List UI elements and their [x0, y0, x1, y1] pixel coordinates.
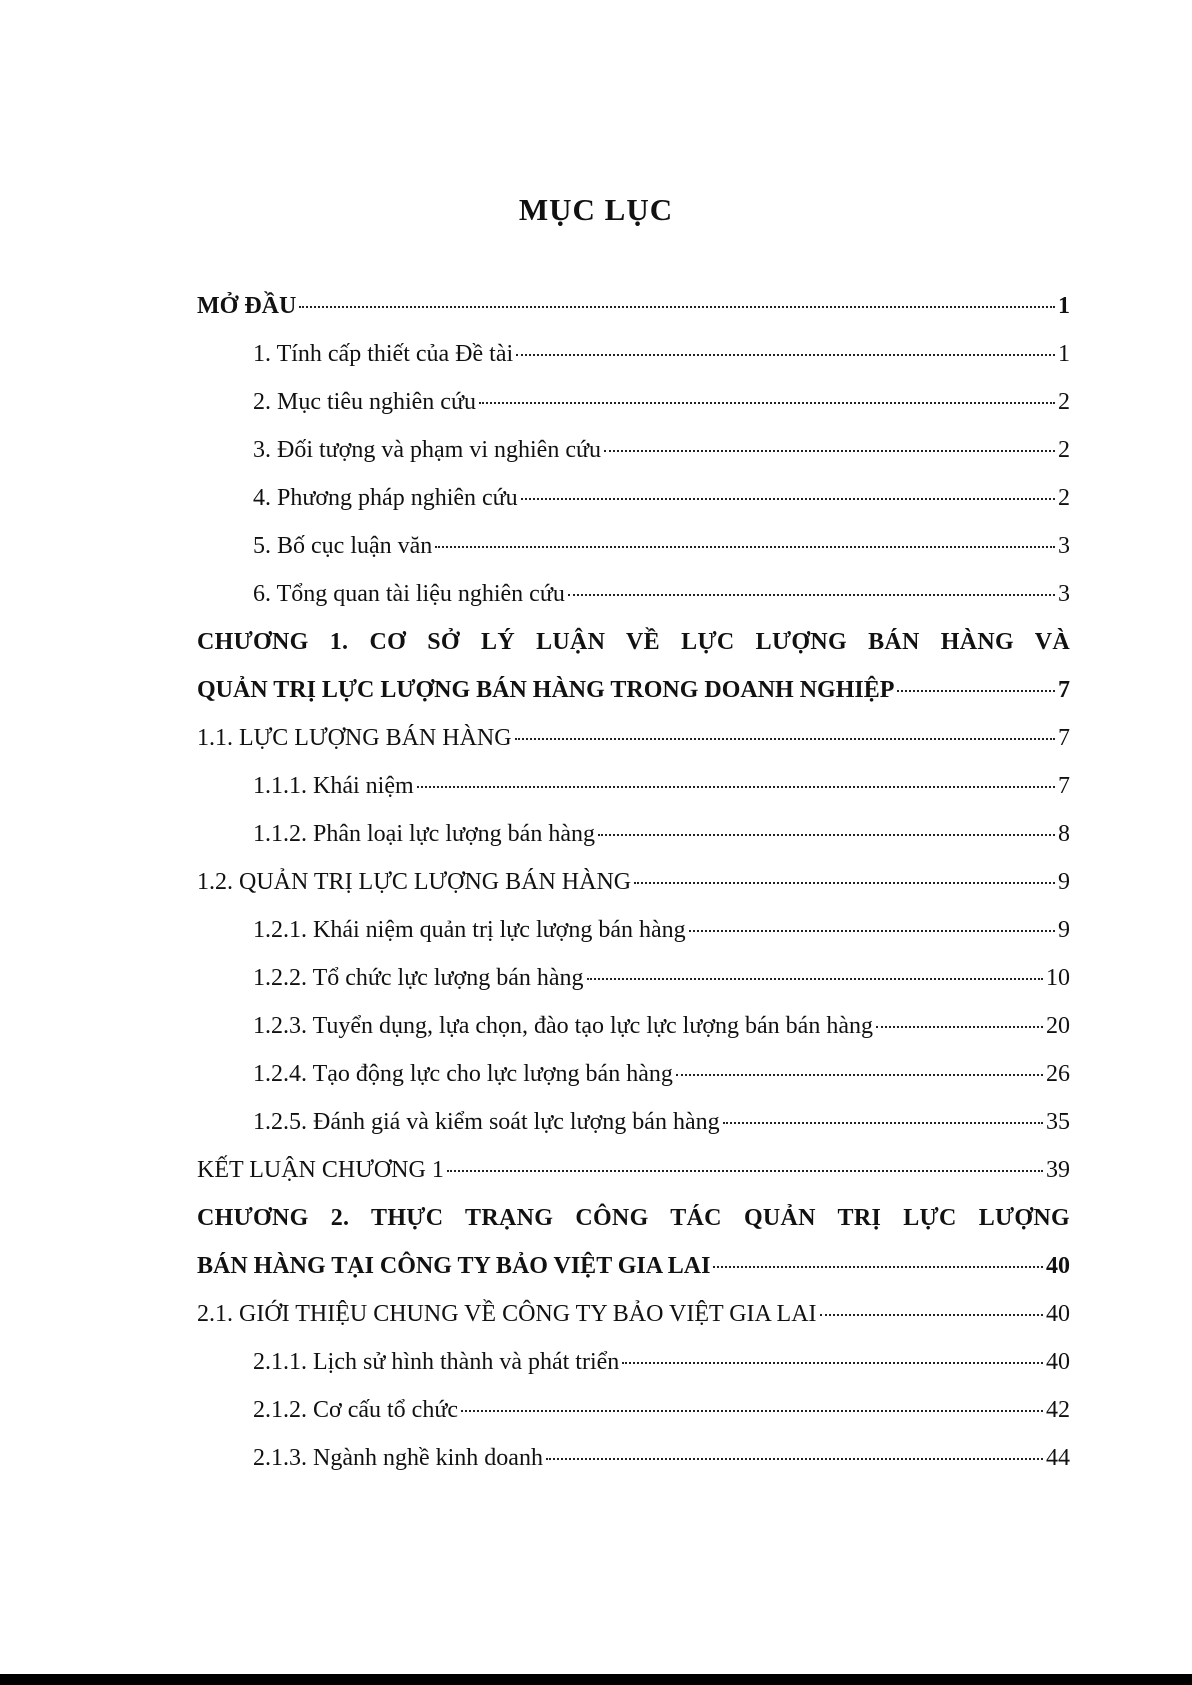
dot-leader [299, 306, 1055, 308]
toc-page-number: 1 [1058, 341, 1070, 367]
toc-entry-text: 1.2.2. Tổ chức lực lượng bán hàng [253, 965, 584, 991]
toc-entry-text: 1.1.1. Khái niệm [253, 773, 414, 799]
toc-page-number: 2 [1058, 485, 1070, 511]
dot-leader [820, 1314, 1043, 1316]
toc-entry-text: 3. Đối tượng và phạm vi nghiên cứu [253, 437, 601, 463]
toc-page-number: 1 [1058, 293, 1070, 319]
toc-entry-text: 2.1.1. Lịch sử hình thành và phát triển [253, 1349, 620, 1375]
toc-entry[interactable] [197, 293, 1070, 341]
toc-entry-text: QUẢN TRỊ LỰC LƯỢNG BÁN HÀNG TRONG DOANH NGHIỆP [197, 677, 895, 703]
toc-entry[interactable] [197, 1397, 1070, 1445]
toc-page-number: 7 [1058, 773, 1070, 799]
toc-entry[interactable] [197, 1445, 1070, 1493]
toc-entry-text: 2.1.3. Ngành nghề kinh doanh [253, 1445, 543, 1471]
toc-entry-text: 1.1.2. Phân loại lực lượng bán hàng [253, 821, 595, 847]
toc-page-number: 3 [1058, 581, 1070, 607]
toc-page-number: 44 [1046, 1445, 1070, 1471]
toc-title: MỤC LỤC [518, 192, 674, 227]
toc-entry[interactable] [197, 437, 1070, 485]
dot-leader [604, 450, 1055, 452]
toc-entry[interactable] [197, 629, 1070, 677]
toc-entry-text: KẾT LUẬN CHƯƠNG 1 [197, 1157, 444, 1183]
toc-page-number: 40 [1046, 1253, 1070, 1279]
dot-leader [897, 690, 1055, 692]
toc-entry[interactable] [197, 725, 1070, 773]
dot-leader [676, 1074, 1043, 1076]
dot-leader [689, 930, 1055, 932]
dot-leader [587, 978, 1043, 980]
toc-page-number: 42 [1046, 1397, 1070, 1423]
dot-leader [568, 594, 1055, 596]
toc-entry[interactable] [197, 1301, 1070, 1349]
dot-leader [713, 1266, 1043, 1268]
toc-page-number: 26 [1046, 1061, 1070, 1087]
toc-entry[interactable] [197, 533, 1070, 581]
toc-entry-text: MỞ ĐẦU [197, 293, 297, 319]
toc-entry-text: 4. Phương pháp nghiên cứu [253, 485, 518, 511]
toc-entry-text: 1. Tính cấp thiết của Đề tài [253, 341, 514, 367]
toc-entry-text: 6. Tổng quan tài liệu nghiên cứu [253, 581, 565, 607]
toc-page-number: 9 [1058, 869, 1070, 895]
toc-page-number: 10 [1046, 965, 1070, 991]
toc-entry[interactable] [197, 1013, 1070, 1061]
dot-leader [723, 1122, 1043, 1124]
dot-leader [447, 1170, 1043, 1172]
toc-entry-text: 1.2.3. Tuyển dụng, lựa chọn, đào tạo lực lực lượng bán bán hàng [253, 1013, 873, 1039]
dot-leader [417, 786, 1055, 788]
toc-page-number: 40 [1046, 1349, 1070, 1375]
toc-entry-text: CHƯƠNG 2. THỰC TRẠNG CÔNG TÁC QUẢN TRỊ LỰC LƯỢNG [197, 1205, 1070, 1231]
toc-page-number: 7 [1058, 677, 1070, 703]
toc-entry-text: 2. Mục tiêu nghiên cứu [253, 389, 476, 415]
toc-entry[interactable] [197, 821, 1070, 869]
dot-leader [598, 834, 1055, 836]
toc-entry-text: 1.1. LỰC LƯỢNG BÁN HÀNG [197, 725, 512, 751]
toc-entry[interactable] [197, 1253, 1070, 1301]
toc-entry-text: 1.2.4. Tạo động lực cho lực lượng bán hàng [253, 1061, 673, 1087]
toc-page-number: 3 [1058, 533, 1070, 559]
toc-page-number: 7 [1058, 725, 1070, 751]
dot-leader [876, 1026, 1043, 1028]
toc-page-number: 2 [1058, 389, 1070, 415]
toc-entry-text: 1.2.1. Khái niệm quản trị lực lượng bán hàng [253, 917, 686, 943]
dot-leader [622, 1362, 1043, 1364]
toc-page-number: 39 [1046, 1157, 1070, 1183]
dot-leader [461, 1410, 1043, 1412]
dot-leader [546, 1458, 1043, 1460]
bottom-edge-bar [0, 1674, 1192, 1685]
toc-page-number: 20 [1046, 1013, 1070, 1039]
toc-entry-text: CHƯƠNG 1. CƠ SỞ LÝ LUẬN VỀ LỰC LƯỢNG BÁN HÀNG VÀ [197, 629, 1070, 655]
toc-entry-text: 1.2.5. Đánh giá và kiểm soát lực lượng bán hàng [253, 1109, 720, 1135]
toc-entry[interactable] [197, 1349, 1070, 1397]
toc-entry-text: 2.1.2. Cơ cấu tổ chức [253, 1397, 458, 1423]
toc-page-number: 2 [1058, 437, 1070, 463]
toc-entry[interactable] [197, 965, 1070, 1013]
toc-entry[interactable] [197, 581, 1070, 629]
toc-entry[interactable] [197, 389, 1070, 437]
toc-entry-text: 1.2. QUẢN TRỊ LỰC LƯỢNG BÁN HÀNG [197, 869, 632, 895]
dot-leader [521, 498, 1055, 500]
toc-page-number: 8 [1058, 821, 1070, 847]
dot-leader [515, 738, 1055, 740]
toc-page-number: 35 [1046, 1109, 1070, 1135]
table-of-contents [197, 293, 1070, 1493]
toc-entry[interactable] [197, 677, 1070, 725]
toc-page-number: 9 [1058, 917, 1070, 943]
dot-leader [435, 546, 1055, 548]
toc-entry-text: BÁN HÀNG TẠI CÔNG TY BẢO VIỆT GIA LAI [197, 1253, 711, 1279]
toc-entry-text: 2.1. GIỚI THIỆU CHUNG VỀ CÔNG TY BẢO VIỆT GIA LAI [197, 1301, 817, 1327]
toc-entry[interactable] [197, 341, 1070, 389]
toc-entry[interactable] [197, 917, 1070, 965]
toc-entry-text: 5. Bố cục luận văn [253, 533, 433, 559]
dot-leader [479, 402, 1055, 404]
toc-entry[interactable] [197, 869, 1070, 917]
dot-leader [634, 882, 1055, 884]
toc-entry[interactable] [197, 1157, 1070, 1205]
toc-entry[interactable] [197, 773, 1070, 821]
toc-entry[interactable] [197, 1109, 1070, 1157]
toc-page-number: 40 [1046, 1301, 1070, 1327]
toc-entry[interactable] [197, 1061, 1070, 1109]
toc-entry[interactable] [197, 1205, 1070, 1253]
dot-leader [516, 354, 1055, 356]
toc-entry[interactable] [197, 485, 1070, 533]
